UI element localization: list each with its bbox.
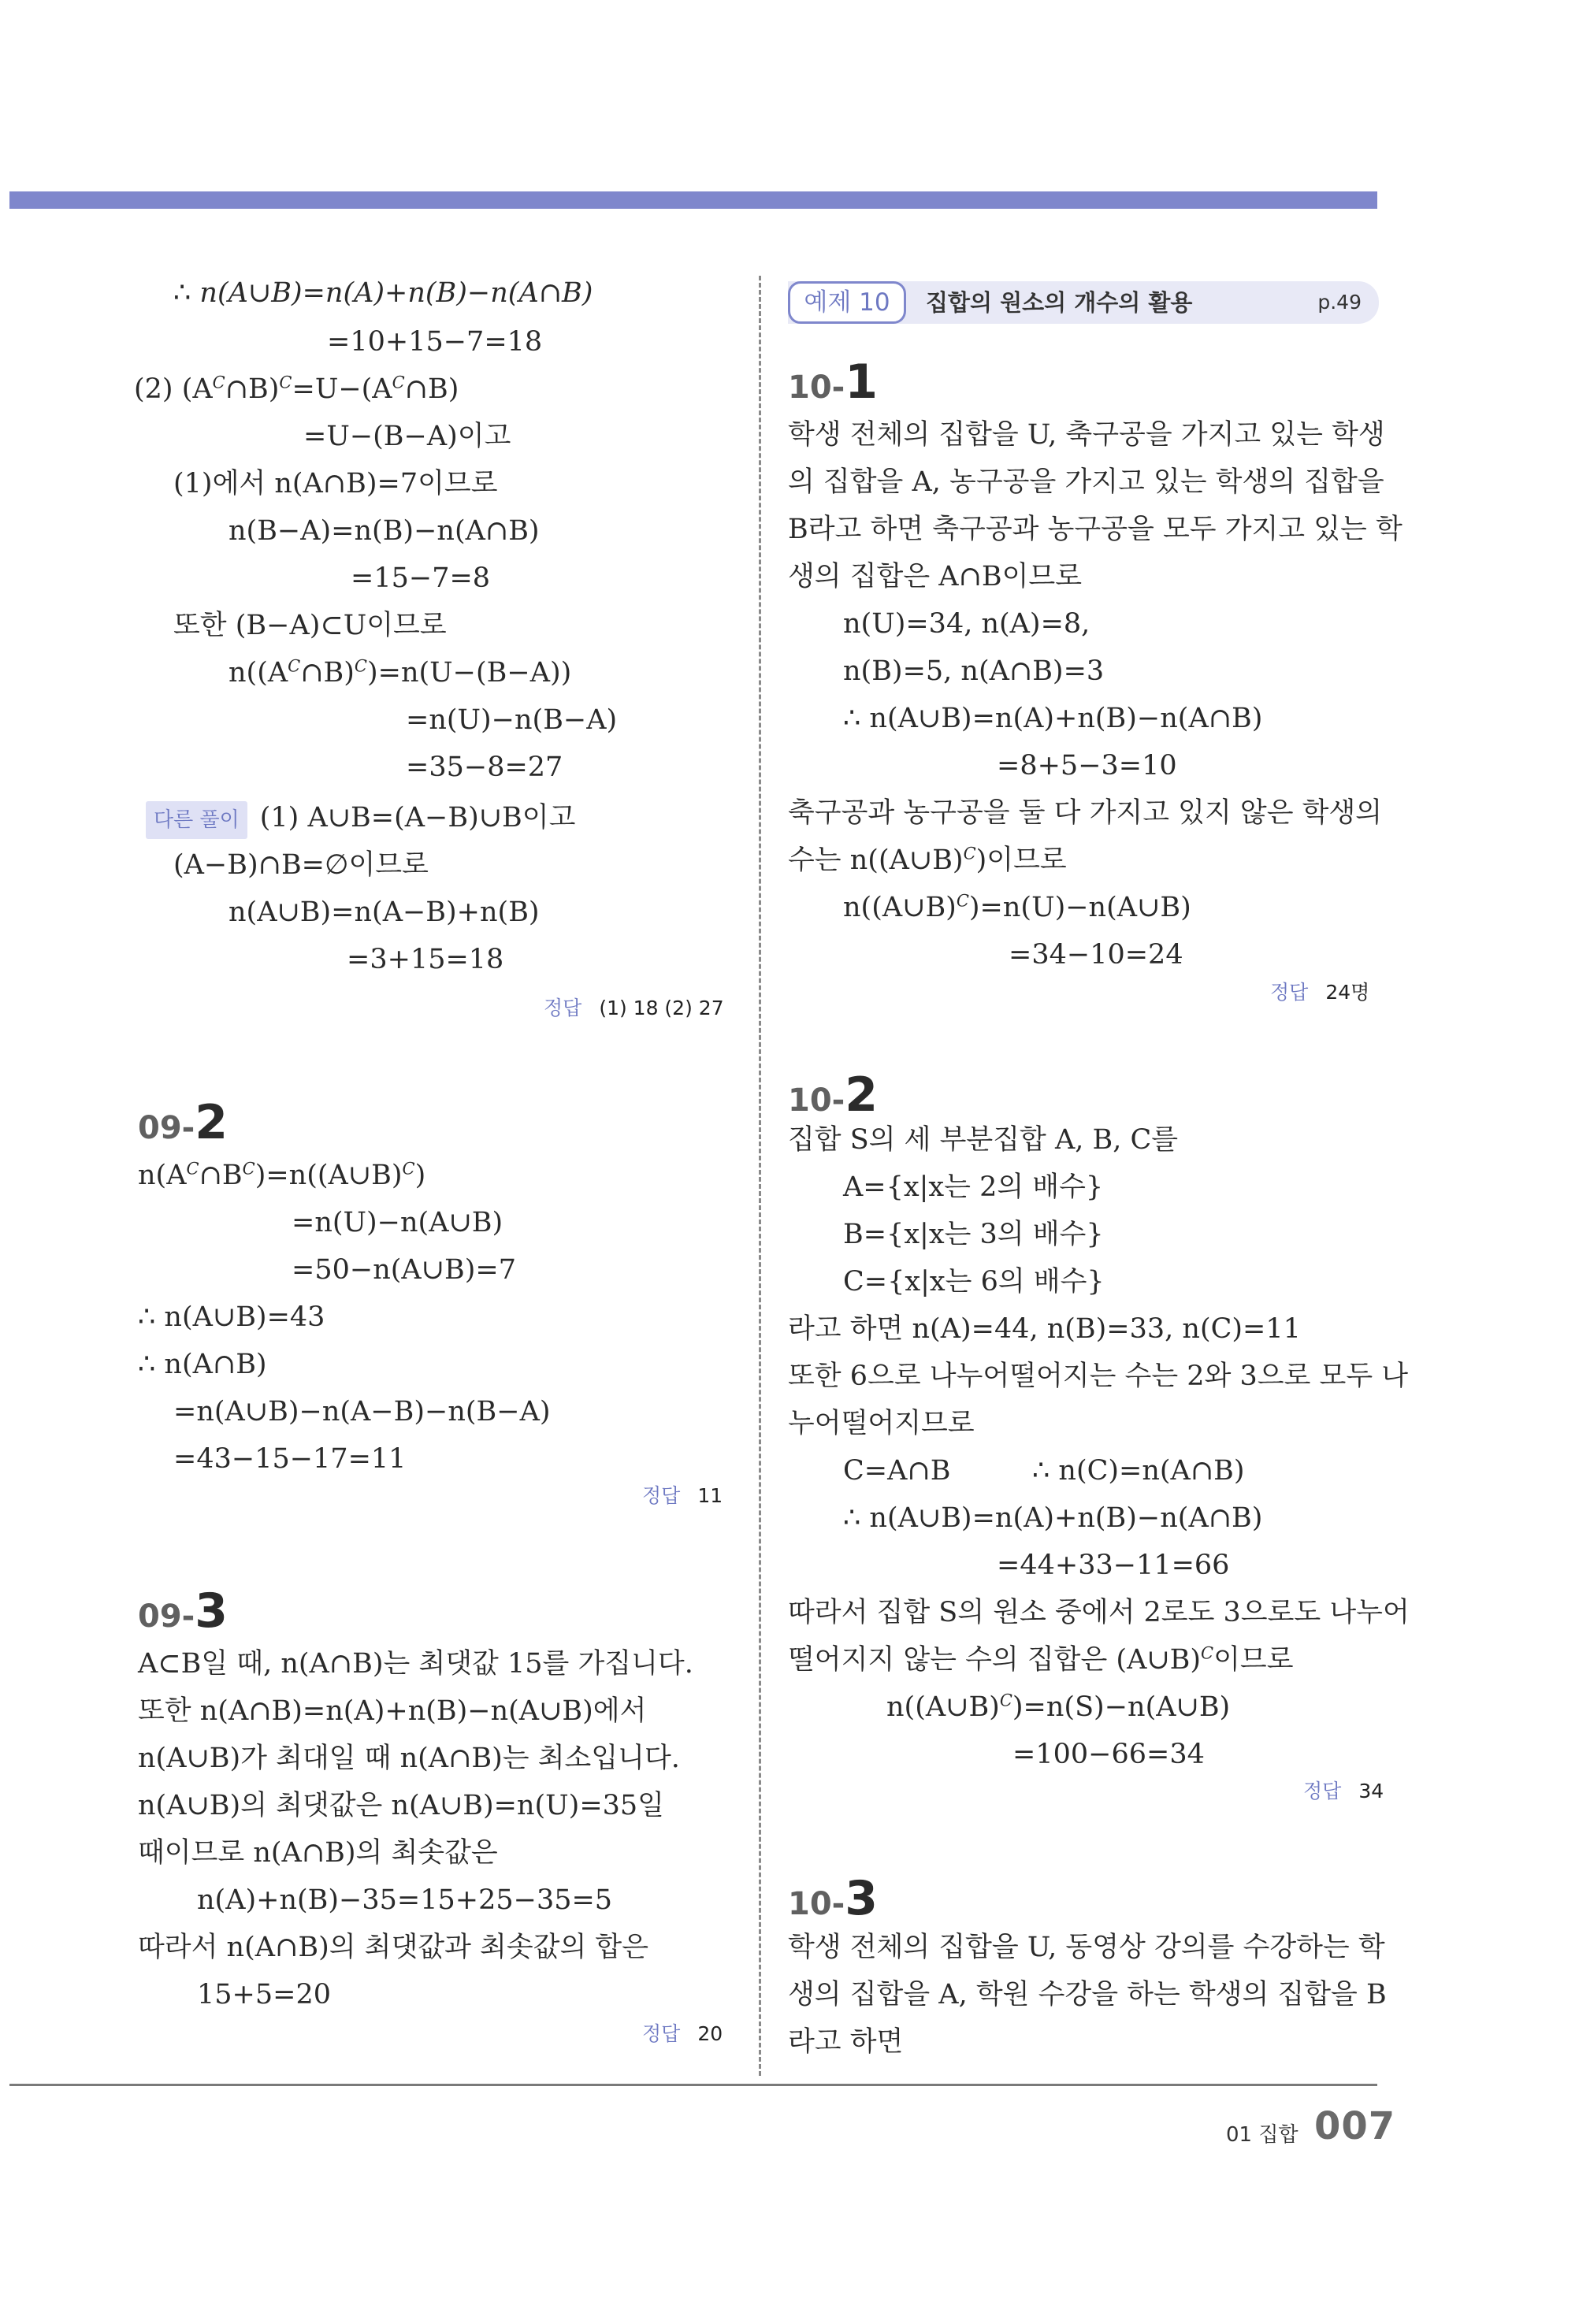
eq-line: n((A∪B)$^C$)=n(U)−n(A∪B) (843, 891, 1191, 923)
text-line: 학생 전체의 집합을 U, 축구공을 가지고 있는 학생 (788, 419, 1385, 451)
eq-line: (1)에서 n(A∩B)=7이므로 (173, 468, 498, 499)
eq-line: =n(A∪B)−n(A−B)−n(B−A) (173, 1396, 551, 1427)
eq-line: C={x|x는 6의 배수} (843, 1266, 1105, 1298)
text-line: A⊂B일 때, n(A∩B)는 최댓값 15를 가집니다. (138, 1648, 693, 1680)
text-line: 또한 6으로 나누어떨어지는 수는 2와 3으로 모두 나 (788, 1361, 1409, 1392)
eq-line: (A−B)∩B=∅이므로 (173, 849, 429, 881)
problem-title: 10-3 (788, 1871, 879, 1926)
example-title: 집합의 원소의 개수의 활용 (926, 289, 1193, 316)
eq-line: $n((A^C\cap B)^C)=n(U-(B-A))$ (228, 656, 572, 689)
answer-line: 정답 (1) 18 (2) 27 (544, 997, 724, 1019)
problem-title: 09-2 (138, 1095, 228, 1150)
example-tag: 예제 10 (788, 281, 906, 324)
text-line: 생의 집합은 A∩B이므로 (788, 561, 1083, 592)
eq-line: n(A∪B)=n(A−B)+n(B) (228, 897, 540, 928)
eq-line: (2) $(A^C\cap B)^C=U-(A^C\cap B)$ (134, 373, 459, 405)
eq-line: n((A∪B)$^C$)=n(S)−n(A∪B) (886, 1691, 1231, 1723)
eq-line: =34−10=24 (1009, 939, 1183, 971)
alt-solution-badge: 다른 풀이 (146, 801, 247, 839)
page-number: 007 (1314, 2104, 1396, 2148)
text-line: 따라서 n(A∩B)의 최댓값과 최솟값의 합은 (138, 1932, 649, 1963)
eq-line: ∴ n(A∪B)=n(A)+n(B)−n(A∩B) (173, 277, 593, 309)
eq-line: n(A)+n(B)−35=15+25−35=5 (197, 1884, 613, 1916)
eq-line: =8+5−3=10 (997, 750, 1177, 781)
text-line: 학생 전체의 집합을 U, 동영상 강의를 수강하는 학 (788, 1932, 1385, 1963)
page-reference: p.49 (1317, 291, 1362, 314)
eq-line: B={x|x는 3의 배수} (843, 1219, 1104, 1250)
eq-line: =50−n(A∪B)=7 (292, 1254, 516, 1286)
eq-line: ∴ n(A∪B)=43 (138, 1301, 325, 1333)
eq-line: n(B−A)=n(B)−n(A∩B) (228, 515, 540, 547)
text-line: 라고 하면 n(A)=44, n(B)=33, n(C)=11 (788, 1313, 1301, 1345)
problem-title: 09-3 (138, 1583, 228, 1639)
text-line: 누어떨어지므로 (788, 1408, 975, 1439)
problem-title: 10-2 (788, 1067, 879, 1123)
text-line: n(A∪B)가 최대일 때 n(A∩B)는 최소입니다. (138, 1743, 680, 1774)
top-accent-bar (9, 191, 1377, 209)
text-line: 또한 n(A∩B)=n(A)+n(B)−n(A∪B)에서 (138, 1695, 647, 1727)
text-line: 축구공과 농구공을 둘 다 가지고 있지 않은 학생의 (788, 797, 1383, 829)
answer-line: 정답 11 (642, 1484, 723, 1507)
eq-line: $n(A^C\cap B^C)=n((A\cup B)^C)$ (138, 1159, 426, 1191)
eq-line: =15−7=8 (351, 562, 491, 594)
alt-solution-line: 다른 풀이 (1) A∪B=(A−B)∪B이고 (146, 800, 575, 839)
eq-line: 15+5=20 (197, 1979, 331, 2010)
text-line: n(A∪B)의 최댓값은 n(A∪B)=n(U)=35일 (138, 1790, 664, 1821)
eq-line: =n(U)−n(B−A) (406, 704, 618, 736)
answer-line: 정답 34 (1303, 1780, 1384, 1802)
eq-line: =3+15=18 (347, 944, 504, 975)
text-line: 라고 하면 (788, 2026, 904, 2058)
eq-line: ∴ n(A∩B) (138, 1349, 267, 1380)
text-line: 집합 S의 세 부분집합 A, B, C를 (788, 1124, 1179, 1156)
eq-line: =n(U)−n(A∪B) (292, 1207, 503, 1238)
eq-line: C=A∩B (843, 1455, 951, 1487)
eq-line: =43−15−17=11 (173, 1443, 407, 1475)
eq-line: ∴ n(A∪B)=n(A)+n(B)−n(A∩B) (843, 1502, 1263, 1534)
text-line: 따라서 집합 S의 원소 중에서 2로도 3으로도 나누어 (788, 1597, 1410, 1628)
problem-title: 10-1 (788, 355, 879, 410)
eq-line: =10+15−7=18 (327, 326, 543, 358)
text-line: 의 집합을 A, 농구공을 가지고 있는 학생의 집합을 (788, 466, 1384, 498)
eq-line: n(B)=5, n(A∩B)=3 (843, 655, 1105, 687)
eq-line: n(U)=34, n(A)=8, (843, 608, 1090, 640)
eq-line: =100−66=34 (1012, 1739, 1205, 1770)
eq-line: =U−(B−A)이고 (303, 421, 511, 452)
eq-line: ∴ n(A∪B)=n(A)+n(B)−n(A∩B) (843, 703, 1263, 734)
eq-line: A={x|x는 2의 배수} (843, 1171, 1104, 1203)
text-line: 생의 집합을 A, 학원 수강을 하는 학생의 집합을 B (788, 1979, 1387, 2010)
eq-line: =44+33−11=66 (997, 1550, 1230, 1581)
eq-line: 또한 (B−A)⊂U이므로 (173, 610, 447, 641)
text-line: 수는 n((A∪B)$^C$)이므로 (788, 844, 1067, 876)
text-line: B라고 하면 축구공과 농구공을 모두 가지고 있는 학 (788, 514, 1403, 545)
answer-line: 정답 24명 (1270, 981, 1370, 1004)
text-line: 떨어지지 않는 수의 집합은 (A∪B)$^C$이므로 (788, 1643, 1294, 1676)
eq-line: ∴ n(C)=n(A∩B) (1032, 1455, 1245, 1487)
column-divider (759, 276, 761, 2076)
text-line: 때이므로 n(A∩B)의 최솟값은 (138, 1837, 498, 1869)
eq-line: =35−8=27 (406, 752, 563, 783)
example-header (788, 281, 1379, 324)
chapter-label: 01 집합 (1226, 2123, 1298, 2147)
answer-line: 정답 20 (642, 2022, 723, 2045)
bottom-rule (9, 2084, 1377, 2086)
